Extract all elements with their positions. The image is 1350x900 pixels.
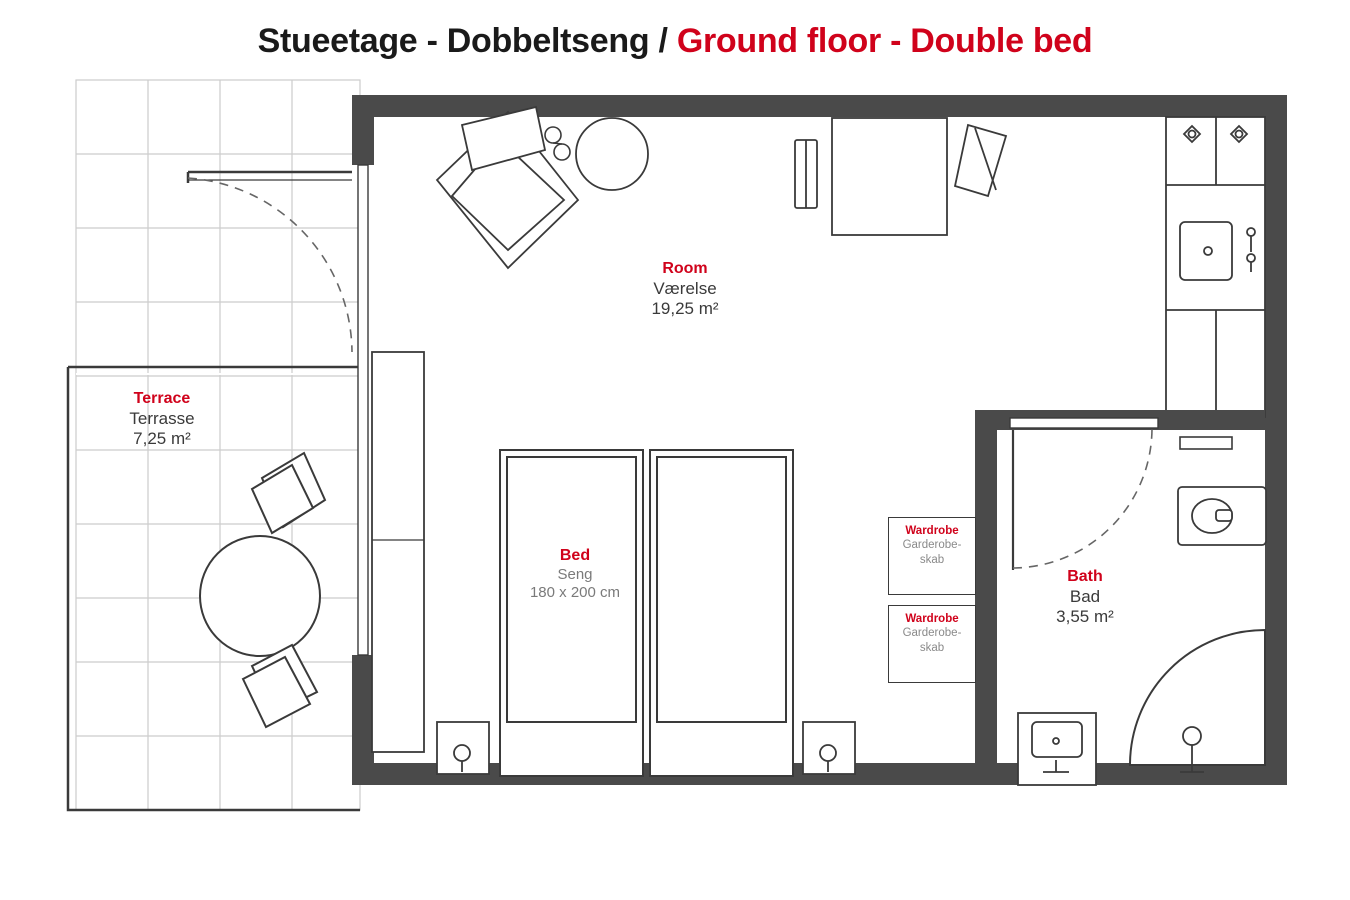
round-side-table bbox=[576, 118, 648, 190]
bed-label-dimensions: 180 x 200 cm bbox=[529, 583, 621, 601]
bath-label-danish: Bad bbox=[1069, 586, 1101, 606]
wardrobe-2-danish: Garderobe-skab bbox=[902, 627, 962, 654]
nightstand-right bbox=[803, 722, 855, 774]
wardrobe-2-english: Wardrobe bbox=[905, 613, 959, 625]
floor-lamp bbox=[545, 127, 570, 160]
terrace-label bbox=[62, 390, 262, 449]
wardrobe-1-danish: Garderobe-skab bbox=[902, 539, 962, 566]
room-label-area: 19,25 m² bbox=[651, 298, 719, 318]
title-english: Ground floor - Double bed bbox=[676, 22, 1093, 60]
wardrobe-1 bbox=[888, 517, 976, 595]
title-danish: Stueetage - Dobbeltseng bbox=[257, 22, 650, 60]
bed-left bbox=[500, 450, 643, 776]
bed-right bbox=[650, 450, 793, 776]
wardrobe-2 bbox=[888, 605, 976, 683]
dining-set bbox=[795, 118, 1006, 235]
bed-label-english: Bed bbox=[559, 547, 591, 564]
terrace-label-danish: Terrasse bbox=[129, 408, 195, 428]
terrace-label-area: 7,25 m² bbox=[133, 428, 191, 448]
bed-label-danish: Seng bbox=[557, 565, 593, 583]
bathroom-sink bbox=[1018, 713, 1096, 785]
terrace-label-english: Terrace bbox=[133, 390, 191, 407]
title-separator: / bbox=[658, 22, 668, 60]
room-label-english: Room bbox=[662, 260, 708, 277]
kitchen-counter bbox=[1166, 117, 1265, 417]
room-label bbox=[575, 260, 795, 319]
bathroom-door bbox=[1010, 418, 1158, 570]
room-label-danish: Værelse bbox=[653, 278, 717, 298]
bath-label-area: 3,55 m² bbox=[1056, 606, 1114, 626]
shower-cabin bbox=[1130, 630, 1265, 765]
interior-left-panel bbox=[372, 352, 424, 752]
bed-label bbox=[475, 547, 675, 601]
toilet-fixture bbox=[1178, 487, 1266, 545]
bath-label-english: Bath bbox=[1067, 568, 1103, 585]
toilet-cistern bbox=[1180, 437, 1232, 449]
wardrobe-1-english: Wardrobe bbox=[905, 525, 959, 537]
bath-label bbox=[990, 568, 1180, 627]
terrace-table bbox=[200, 536, 320, 656]
nightstand-left bbox=[437, 722, 489, 774]
